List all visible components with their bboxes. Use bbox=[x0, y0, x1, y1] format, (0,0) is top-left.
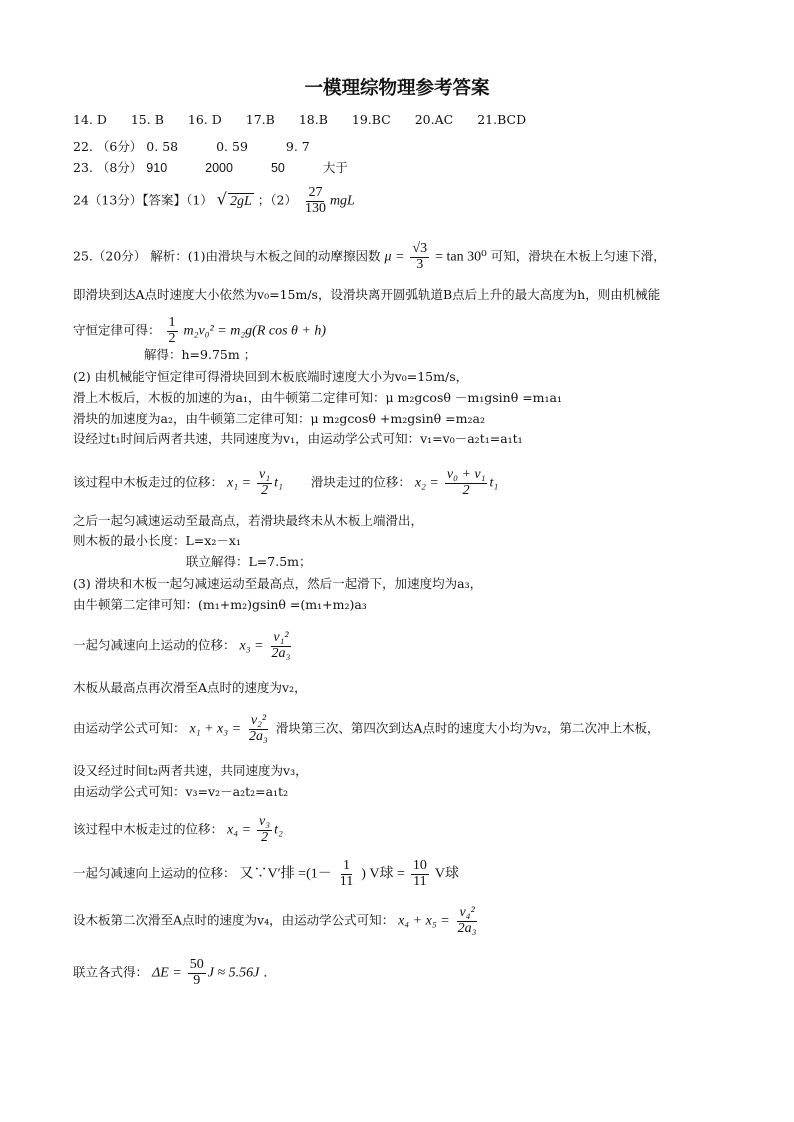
x1-fraction: $\frac{\text{v₁}}{2}$ bbox=[259, 467, 271, 498]
answer-21: 21.BCD bbox=[477, 112, 527, 127]
q25-intro-tail: 可知，滑块在木板上匀速下滑， bbox=[490, 248, 666, 264]
q23-value-1: 910 bbox=[146, 161, 168, 175]
q25-line-16: 木板从最高点再次滑至A点时的速度为v₂， bbox=[73, 680, 307, 695]
q22-label: 22. （6分） bbox=[73, 139, 143, 154]
q25-line-8: 设经过t₁时间后两者共速，共同速度为v₁，由运动学公式可知：v₁=v₀－a₂t₁=a₁t₁ bbox=[73, 431, 523, 446]
q22-value-1: 0. 58 bbox=[146, 139, 179, 154]
x4-lhs: x₄ = bbox=[227, 822, 252, 838]
q25-line-23-text: 联立各式得： bbox=[73, 964, 149, 980]
x3-fraction: $\frac{\text{v₁²}}{\text{2a₃}}$ bbox=[271, 630, 291, 661]
q25-line-10: 之后一起匀减速运动至最高点，若滑块最终未从木板上端滑出， bbox=[73, 513, 424, 528]
answer-16: 16. D bbox=[187, 112, 222, 127]
answer-20: 20.AC bbox=[414, 112, 454, 127]
page-title: 一模理综物理参考答案 bbox=[304, 78, 490, 99]
x4-tail: t₂ bbox=[274, 822, 283, 838]
q24-line bbox=[73, 186, 355, 216]
q24-sep: ； bbox=[257, 192, 271, 208]
q25-line-3-text: 守恒定律可得： bbox=[73, 322, 161, 338]
x2-fraction: $\frac{\text{v₀ + v₁}}{2}$ bbox=[446, 467, 486, 498]
q25-line-15 bbox=[73, 631, 294, 661]
buoyancy-expr-c: V球 bbox=[434, 866, 459, 882]
x4x5-fraction: $\frac{\text{v₄²}}{\text{2a₃}}$ bbox=[457, 905, 477, 936]
delta-e-fraction: $\frac{50}{9}$ bbox=[189, 957, 204, 988]
q25-intro-line bbox=[73, 242, 666, 272]
q23-line bbox=[73, 160, 348, 176]
q25-line-20 bbox=[73, 815, 283, 845]
answer-17: 17.B bbox=[245, 112, 275, 127]
q25-line-9-text-2: 滑块走过的位移： bbox=[310, 474, 411, 490]
answer-18: 18.B bbox=[298, 112, 328, 127]
q22-value-3: 9. 7 bbox=[285, 139, 310, 154]
q24-part2: （2） bbox=[270, 192, 297, 208]
q25-line-7: 滑块的加速度为a₂，由牛顿第二定律可知：μ m₂gcosθ +m₂gsinθ =m₂a₂ bbox=[73, 411, 485, 426]
q24-part1-expr: 2gL bbox=[229, 193, 252, 209]
q25-line-20-text: 该过程中木板走过的位移： bbox=[73, 821, 224, 837]
q25-line-23 bbox=[73, 958, 276, 988]
x4x5-lhs: x₄ + x₅ = bbox=[398, 913, 450, 929]
delta-e-lhs: ΔE = bbox=[152, 965, 182, 981]
q23-value-4: 大于 bbox=[322, 160, 348, 175]
q22-line bbox=[73, 139, 310, 155]
q25-line-11: 则木板的最小长度：L=x₂－x₁ bbox=[73, 533, 241, 548]
q25-line-15-text: 一起匀减速向上运动的位移： bbox=[73, 637, 236, 653]
buoyancy-expr-a: 又∵V′排 =(1－ bbox=[239, 866, 332, 882]
answer-15: 15. B bbox=[130, 112, 164, 127]
q23-value-2: 2000 bbox=[205, 161, 233, 175]
q25-line-3 bbox=[73, 316, 326, 346]
q25-line-17-text: 由运动学公式可知： bbox=[73, 720, 186, 736]
q22-value-2: 0. 59 bbox=[216, 139, 248, 154]
x1-tail: t₁ bbox=[274, 475, 283, 491]
q25-line-6: 滑上木板后，木板的加速的为a₁，由牛顿第二定律可知：μ m₂gcosθ －m₁gsinθ =m₁a₁ bbox=[73, 390, 562, 405]
x1x3-fraction: $\frac{\text{v₂²}}{\text{2a₃}}$ bbox=[249, 713, 268, 744]
choice-answers-line bbox=[73, 112, 526, 128]
q25-line-12: 联立解得：L=7.5m； bbox=[186, 554, 312, 569]
q25-line-21-text: 一起匀减速向上运动的位移： bbox=[73, 865, 236, 881]
q24-part1: （1） bbox=[186, 192, 213, 208]
buoyancy-expr-b: ) V球 = bbox=[361, 866, 405, 882]
q24-label: 24（13分）【答案】 bbox=[73, 192, 187, 208]
x1-lhs: x₁ = bbox=[227, 475, 252, 491]
q23-label: 23. （8分） bbox=[73, 160, 143, 175]
answer-19: 19.BC bbox=[351, 112, 391, 127]
x2-tail: t₁ bbox=[489, 475, 499, 491]
q25-line-19: 由运动学公式可知：v₃=v₂－a₂t₂=a₁t₂ bbox=[73, 784, 289, 799]
x3-lhs: x₃ = bbox=[239, 638, 264, 654]
mu-fraction: $\frac{√3}{3}$ bbox=[412, 241, 428, 272]
final-period: ． bbox=[263, 964, 276, 980]
q25-line-4: 解得：h=9.75m ； bbox=[144, 347, 257, 362]
q25-line-2: 即滑块到达A点时速度大小依然为v₀=15m/s，设滑块离开圆弧轨道B点后上升的最大高度为h，则由机械能 bbox=[73, 287, 661, 302]
q25-line-9 bbox=[73, 468, 498, 498]
half-fraction: $\frac{1}{2}$ bbox=[168, 315, 176, 346]
q25-line-22-text: 设木板第二次滑至A点时的速度为v₄，由运动学公式可知： bbox=[73, 912, 395, 928]
q24-fraction: $\frac{27}{130}$ bbox=[304, 185, 326, 216]
delta-e-tail: J ≈ 5.56J bbox=[207, 965, 260, 981]
answer-14: 14. D bbox=[73, 112, 107, 127]
q25-intro: 25.（20分） 解析：(1)由滑块与木板之间的动摩擦因数 bbox=[73, 248, 381, 264]
mu-tail: = tan 30⁰ bbox=[435, 249, 487, 265]
x4-fraction: $\frac{\text{v₃}}{2}$ bbox=[259, 814, 271, 845]
buoyancy-fraction-2: $\frac{10}{11}$ bbox=[412, 858, 427, 889]
x2-lhs: x₂ = bbox=[414, 475, 439, 491]
q24-part2-tail: mgL bbox=[329, 193, 355, 209]
q25-line-13: (3) 滑块和木板一起匀减速运动至最高点，然后一起滑下，加速度均为a₃， bbox=[73, 576, 483, 591]
q25-line-17-tail: 滑块第三次、第四次到达A点时的速度大小均为v₂，第二次冲上木板， bbox=[275, 720, 660, 736]
mu-symbol: μ = bbox=[384, 249, 405, 265]
q25-line-14: 由牛顿第二定律可知：(m₁+m₂)gsinθ =(m₁+m₂)a₃ bbox=[73, 597, 367, 612]
q25-line-17 bbox=[73, 714, 660, 744]
q25-line-5: (2) 由机械能守恒定律可得滑块回到木板底端时速度大小为v₀=15m/s， bbox=[73, 369, 469, 384]
sqrt-sign: √ bbox=[216, 189, 227, 209]
q25-line-21 bbox=[73, 859, 459, 889]
x1x3-lhs: x₁ + x₃ = bbox=[189, 721, 242, 737]
q25-line-22 bbox=[73, 906, 481, 936]
q23-value-3: 50 bbox=[270, 161, 285, 175]
q25-line-18: 设又经过时间t₂两者共速，共同速度为v₃， bbox=[73, 763, 308, 778]
buoyancy-fraction-1: $\frac{1}{11}$ bbox=[339, 858, 354, 889]
q25-line-9-text: 该过程中木板走过的位移： bbox=[73, 474, 224, 490]
energy-equation: m₂v₀² = m₂g(R cos θ + h) bbox=[183, 323, 327, 339]
